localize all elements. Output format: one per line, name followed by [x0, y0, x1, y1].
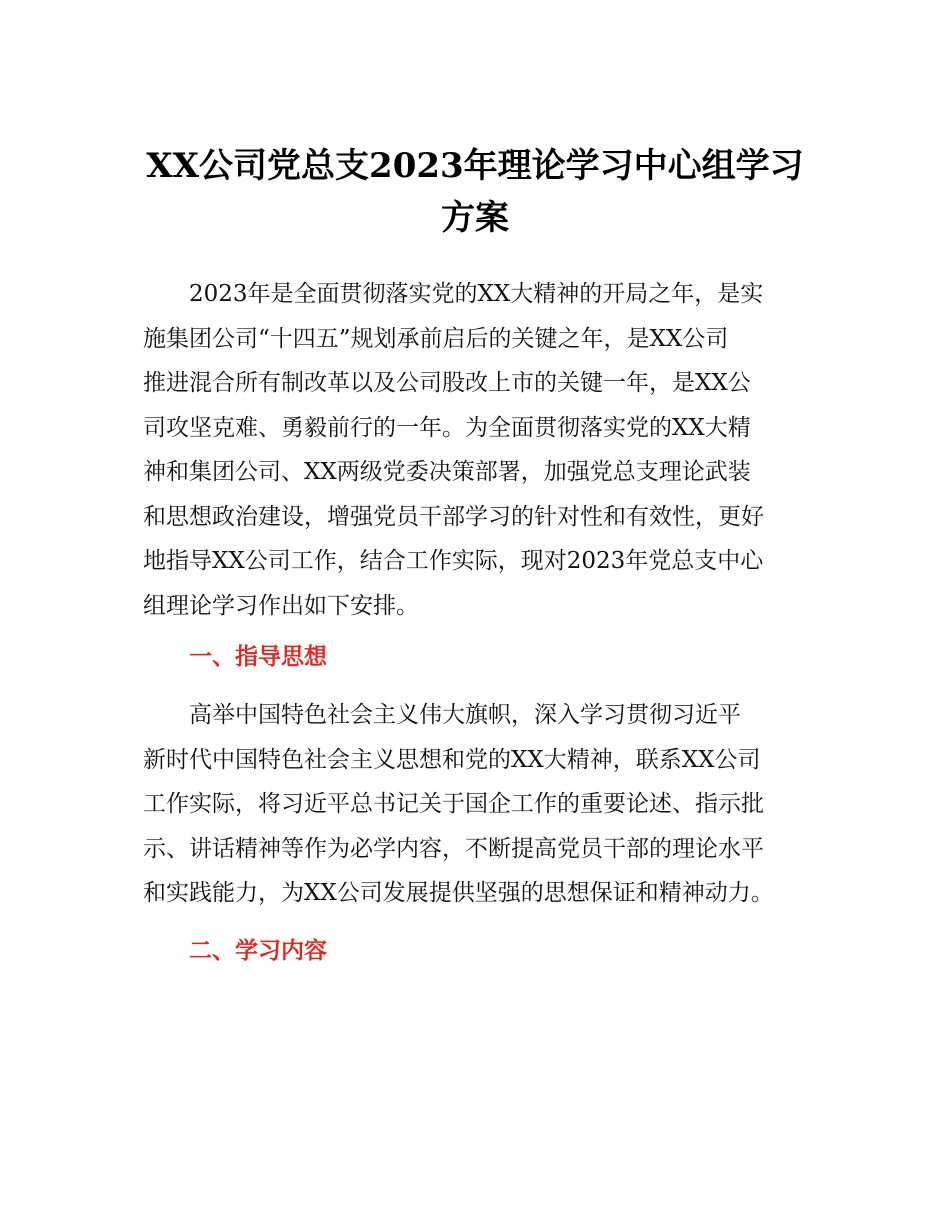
intro-line: 组理论学习作出如下安排。 — [143, 592, 419, 619]
intro-line: 推进混合所有制改革以及公司股改上市的关键一年，是XX公 — [143, 370, 751, 396]
intro-paragraph — [143, 272, 815, 628]
document-title-line-2: 方案 — [441, 198, 509, 238]
intro-line: 地指导XX公司工作，结合工作实际，现对2023年党总支中心 — [143, 548, 764, 574]
section1-line: 示、讲话精神等作为必学内容，不断提高党员干部的理论水平 — [143, 835, 764, 862]
section-heading-study-content: 二、学习内容 — [189, 938, 327, 964]
section1-line: 和实践能力，为XX公司发展提供坚强的思想保证和精神动力。 — [143, 880, 774, 906]
document-title-line-1: XX公司党总支2023年理论学习中心组学习 — [146, 146, 804, 186]
section1-line: 高举中国特色社会主义伟大旗帜，深入学习贯彻习近平 — [189, 702, 741, 728]
intro-line: 和思想政治建设，增强党员干部学习的针对性和有效性，更好 — [143, 503, 764, 530]
guiding-thought-paragraph — [143, 693, 815, 916]
intro-line: 施集团公司“十四五”规划承前启后的关键之年，是XX公司 — [143, 325, 729, 352]
section-heading-guiding-thought: 一、指导思想 — [189, 644, 327, 670]
intro-line: 司攻坚克难、勇毅前行的一年。为全面贯彻落实党的XX大精 — [143, 414, 751, 441]
intro-line: 2023年是全面贯彻落实党的XX大精神的开局之年，是实 — [189, 281, 764, 307]
section1-line: 新时代中国特色社会主义思想和党的XX大精神，联系XX公司 — [143, 746, 761, 773]
section1-line: 工作实际，将习近平总书记关于国企工作的重要论述、指示批 — [143, 791, 764, 817]
intro-line: 神和集团公司、XX两级党委决策部署，加强党总支理论武装 — [143, 459, 751, 485]
